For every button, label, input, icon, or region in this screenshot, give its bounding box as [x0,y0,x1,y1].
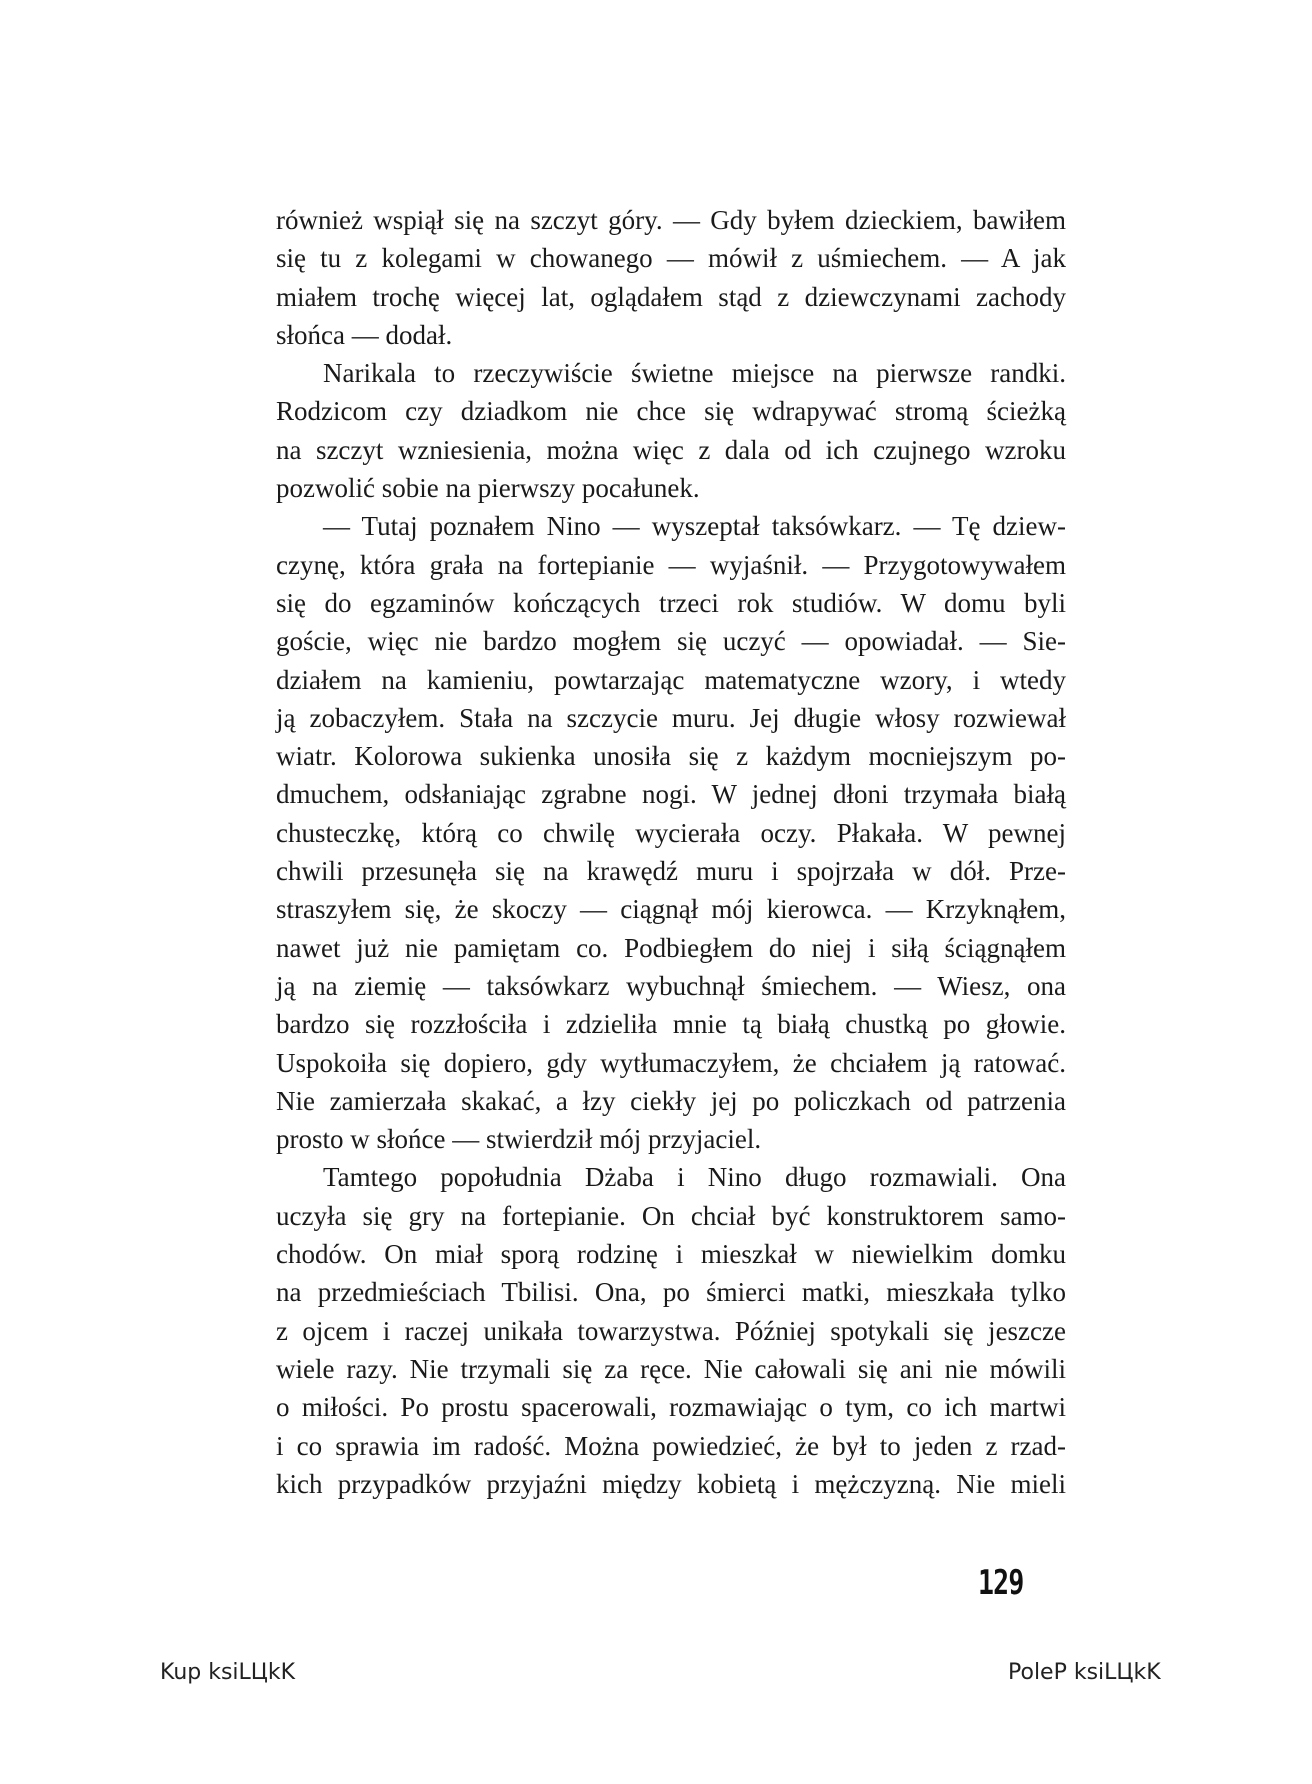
text-line: Tamtego popołudnia Dżaba i Nino długo rozmawiali. Ona [323,1162,1066,1193]
text-line: dmuchem, odsłaniając zgrabne nogi. W jednej dłoni trzymała białą [276,779,1066,810]
paragraph [276,507,1066,1158]
text-line: z ojcem i raczej unikała towarzystwa. Później spotykali się jeszcze [276,1315,1066,1346]
text-line: straszyłem się, że skoczy — ciągnął mój kierowca. — Krzyknąłem, [276,894,1066,925]
text-line: Uspokoiła się dopiero, gdy wytłumaczyłem, że chciałem ją ratować. [276,1047,1066,1078]
text-line: chwili przesunęła się na krawędź muru i spojrzała w dół. Prze- [276,856,1066,887]
text-line: kich przypadków przyjaźni między kobietą i mężczyzną. Nie mieli [276,1468,1066,1499]
text-line: się tu z kolegami w chowanego — mówił z uśmiechem. — A jak [276,243,1066,274]
text-line: nawet już nie pamiętam co. Podbiegłem do niej i siłą ściągnąłem [276,932,1066,963]
paragraph [276,354,1066,507]
text-line: chusteczkę, którą co chwilę wycierała oczy. Płakała. W pewnej [276,817,1066,848]
text-line: pozwolić sobie na pierwszy pocałunek. [276,473,700,504]
body-text [276,201,1066,1503]
text-line: się do egzaminów kończących trzeci rok studiów. W domu byli [276,587,1066,618]
text-line: ją zobaczyłem. Stała na szczycie muru. Jej długie włosy rozwiewał [276,702,1066,733]
text-line: — Tutaj poznałem Nino — wyszeptał taksówkarz. — Tę dziew- [323,511,1066,542]
text-line: wiele razy. Nie trzymali się za ręce. Nie całowali się ani nie mówili [276,1353,1066,1384]
text-line: ją na ziemię — taksówkarz wybuchnął śmiechem. — Wiesz, ona [276,970,1066,1001]
text-line: Narikala to rzeczywiście świetne miejsce na pierwsze randki. [323,358,1066,389]
page-number: 129 [978,1563,1024,1603]
text-line: działem na kamieniu, powtarzając matematyczne wzory, i wtedy [276,664,1066,695]
text-line: bardzo się rozzłościła i zdzieliła mnie tą białą chustką po głowie. [276,1009,1066,1040]
text-line: o miłości. Po prostu spacerowali, rozmawiając o tym, co ich martwi [276,1392,1066,1423]
text-line: na szczyt wzniesienia, można więc z dala od ich czujnego wzroku [276,434,1066,465]
footer-buy-book-link[interactable]: Kup ksiLЦkK [160,1660,296,1685]
footer-recommend-book-link[interactable]: PoleP ksiLЦkK [1008,1660,1161,1685]
text-line: czynę, która grała na fortepianie — wyjaśnił. — Przygotowywałem [276,549,1066,580]
text-line: wiatr. Kolorowa sukienka unosiła się z każdym mocniejszym po- [276,741,1066,772]
text-line: chodów. On miał sporą rodzinę i mieszkał w niewielkim domku [276,1239,1066,1270]
text-line: na przedmieściach Tbilisi. Ona, po śmierci matki, mieszkała tylko [276,1277,1066,1308]
text-line: prosto w słońce — stwierdził mój przyjaciel. [276,1124,762,1155]
text-line: Rodzicom czy dziadkom nie chce się wdrapywać stromą ścieżką [276,396,1066,427]
text-line: i co sprawia im radość. Można powiedzieć, że był to jeden z rzad- [276,1430,1066,1461]
text-line: Nie zamierzała skakać, a łzy ciekły jej po policzkach od patrzenia [276,1085,1066,1116]
text-line: uczyła się gry na fortepianie. On chciał być konstruktorem samo- [276,1200,1066,1231]
paragraph [276,1158,1066,1503]
text-line: goście, więc nie bardzo mogłem się uczyć — opowiadał. — Sie- [276,626,1066,657]
text-line: również wspiął się na szczyt góry. — Gdy byłem dzieckiem, bawiłem [276,205,1066,235]
text-line: miałem trochę więcej lat, oglądałem stąd z dziewczynami zachody [276,281,1066,312]
paragraph [276,201,1066,354]
text-line: słońca — dodał. [276,319,453,350]
